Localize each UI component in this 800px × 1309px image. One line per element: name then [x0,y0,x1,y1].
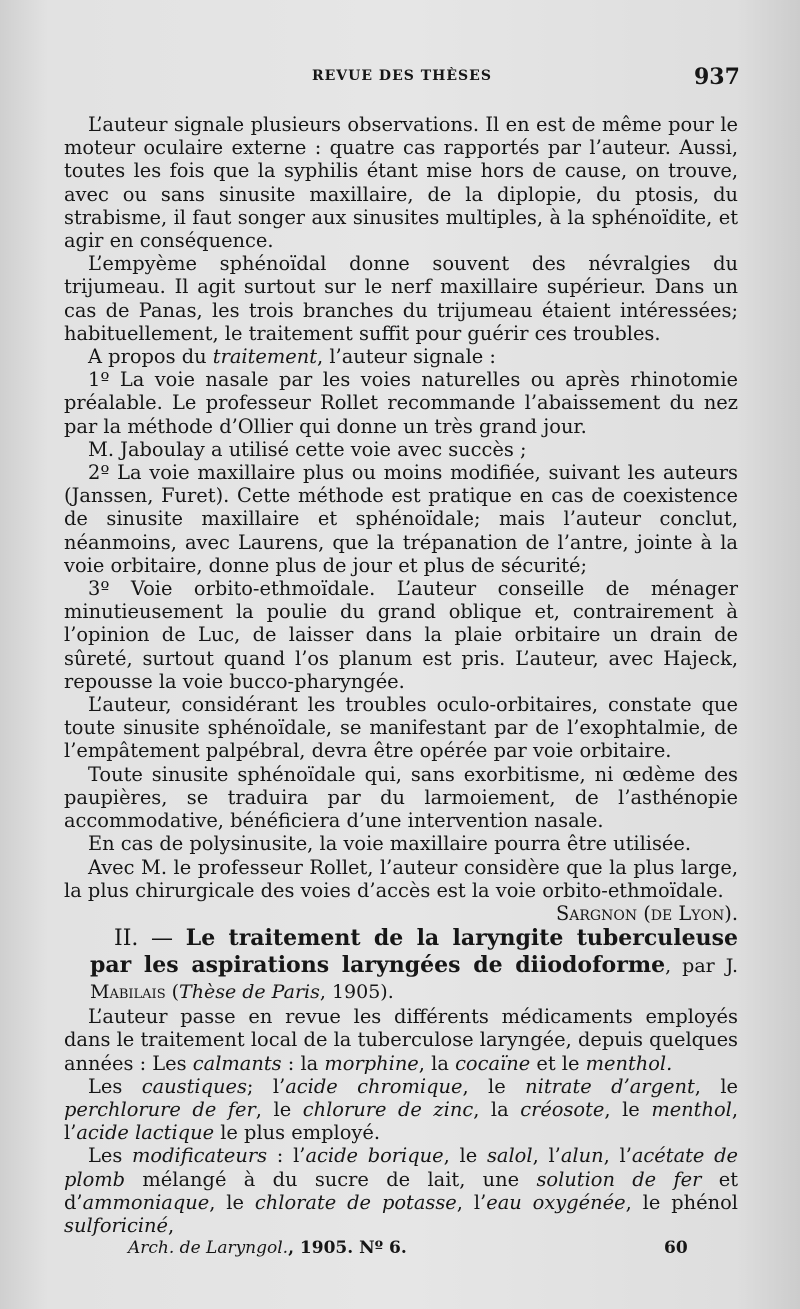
signature-name: Sargnon [555,901,638,925]
italic-term: créosote [520,1097,605,1121]
section-heading [64,925,738,1005]
section-thesis: Thèse de Paris [179,981,320,1004]
italic-term: modificateurs [132,1144,268,1168]
italic-term: calmants [192,1051,282,1075]
italic-term: chlorate de potasse [254,1190,457,1214]
section-year: , 1905). [319,981,394,1004]
text-span: , la [473,1097,521,1121]
text-span: , [168,1213,175,1237]
paragraph-empyeme: L’empyème sphénoïdal donne souvent des névralgies du trijumeau. Il agit surtout sur le nerf maxillaire supérieur. Dans un cas de Panas, les trois branches du trijumeau étaient intéressées; habituellement, le traitement suffit pour guérir ces troubles. [64,252,738,345]
italic-term: traitement [212,345,318,369]
italic-term: morphine [324,1051,419,1075]
italic-term: acide lactique [76,1121,215,1145]
italic-term: ammoniaque [82,1190,210,1214]
journal-issue: , 1905. Nº 6. [288,1238,407,1258]
paragraph-observations: L’auteur signale plusieurs observations. Il en est de même pour le moteur oculaire externe : quatre cas rapportés par l’auteur. Aussi, toutes les fois que la syphilis étant mise hors de cause, on trouve, avec ou sans sinusite maxillaire, de la diplopie, du ptosis, du strabisme, il faut songer aux sinusites multiples, à la sphénoïdite, et agir en conséquence. [64,113,738,253]
section-author: Mabilais [90,981,166,1004]
italic-term: menthol [651,1097,732,1121]
text-span: : la [281,1051,325,1075]
text-span: , l’ [456,1190,487,1214]
text-span: , le [209,1190,255,1214]
text-span: ( [165,981,180,1004]
paragraph-medicaments [64,1005,738,1075]
text-span: : l’ [267,1144,306,1168]
signature-place: (de Lyon). [637,901,738,925]
italic-term: perchlorure de fer [64,1097,256,1121]
paragraph-caustiques [64,1075,738,1145]
italic-term: nitrate d’argent [525,1074,695,1098]
text-span: , l’ [64,1097,738,1145]
page-number: 937 [694,64,740,90]
paragraph-troubles-oculo-orbitaires: L’auteur, considérant les troubles oculo-orbitaires, constate que toute sinusite sphénoïdale, se manifestant par de l’exophtalmie, de l’empâtement palpébral, devra être opérée par voie orbitaire. [64,693,738,763]
text-span: , le [255,1097,303,1121]
text-span: , le [604,1097,652,1121]
journal-title: Arch. de Laryngol. [128,1238,289,1258]
paragraph-modificateurs [64,1144,738,1237]
page-header [0,66,800,96]
page-footer [0,1238,800,1262]
section-number: II. — [114,926,186,952]
paragraph-polysinusite: En cas de polysinusite, la voie maxillaire pourra être utilisée. [88,832,692,856]
text-span: , le [694,1074,739,1098]
italic-term: salol [486,1144,533,1168]
italic-term: sulforiciné [64,1213,168,1237]
section-byline: , par J. [665,955,738,978]
paragraph-voie-maxillaire: 2º La voie maxillaire plus ou moins modifiée, suivant les auteurs (Janssen, Furet). Cette méthode est pratique en cas de coexistence de sinusite maxillaire et sphénoïdale; mais l’auteur conclut, néanmoins, avec Laurens, que la trépanation de l’antre, jointe à la voie orbitaire, donne plus de jour et plus de sécurité; [64,461,738,577]
section-title-text: Le traitement de la laryngite tuberculeuse par les aspirations laryngées de diiodoforme [90,925,738,979]
text-span: mélangé à du sucre de lait, une [125,1167,537,1191]
footer-journal [128,1238,407,1258]
review-signature [64,902,738,925]
page-body [64,113,738,1237]
text-span: , le [443,1144,487,1168]
text-span: A propos du [88,345,213,369]
text-span: , le phénol [625,1190,738,1214]
text-span: , l’ [532,1144,561,1168]
printer-signature-mark: 60 [664,1238,688,1258]
italic-term: eau oxygénée [486,1190,626,1214]
paragraph-jaboulay: M. Jaboulay a utilisé cette voie avec succès ; [88,437,527,461]
paragraph-voie-orbito-ethmoidale: 3º Voie orbito-ethmoïdale. L’auteur conseille de ménager minutieusement la poulie du grand oblique et, contrairement à l’opinion de Luc, de laisser dans la plaie orbitaire un drain de sûreté, surtout quand l’os planum est pris. L’auteur, avec Hajeck, repousse la voie bucco-pharyngée. [64,577,738,693]
italic-term: acétate de plomb [64,1144,739,1191]
italic-term: alun [560,1144,604,1168]
text-span: et le [530,1051,586,1075]
text-span: , l’auteur signale : [317,345,496,369]
text-span: le plus employé. [214,1121,381,1145]
italic-term: solution de fer [536,1167,702,1191]
italic-term: chlorure de zinc [302,1097,474,1121]
text-span: et d’ [64,1167,738,1214]
running-title: REVUE DES THÈSES [312,68,492,84]
italic-term: menthol. [585,1051,673,1075]
italic-term: caustiques [141,1074,247,1098]
text-span: Les [88,1074,142,1098]
italic-term: acide borique [305,1144,444,1168]
text-span: , le [462,1074,526,1098]
italic-term: acide chromique [285,1074,463,1098]
paragraph-sinusite-nasale: Toute sinusite sphénoïdale qui, sans exorbitisme, ni œdème des paupières, se traduira par du larmoiement, de l’asthénopie accommodative, bénéficiera d’une intervention nasale. [64,762,738,833]
text-span: Les [88,1144,133,1168]
text-span: , l’ [603,1144,632,1168]
paragraph-voie-nasale: 1º La voie nasale par les voies naturelles ou après rhinotomie préalable. Le professeur Rollet recommande l’abaissement du nez par la méthode d’Ollier qui donne un très grand jour. [64,368,738,438]
paragraph-traitement-intro [64,345,738,368]
text-span: ; l’ [246,1074,286,1098]
text-span: L’auteur passe en revue les différents médicaments employés dans le traitement local de la tuberculose laryngée, depuis quelques années : Les [64,1005,738,1075]
text-span: , la [418,1051,456,1075]
italic-term: cocaïne [455,1051,531,1075]
paragraph-rollet: Avec M. le professeur Rollet, l’auteur considère que la plus large, la plus chirurgicale des voies d’accès est la voie orbito-ethmoïdale. [64,855,738,902]
